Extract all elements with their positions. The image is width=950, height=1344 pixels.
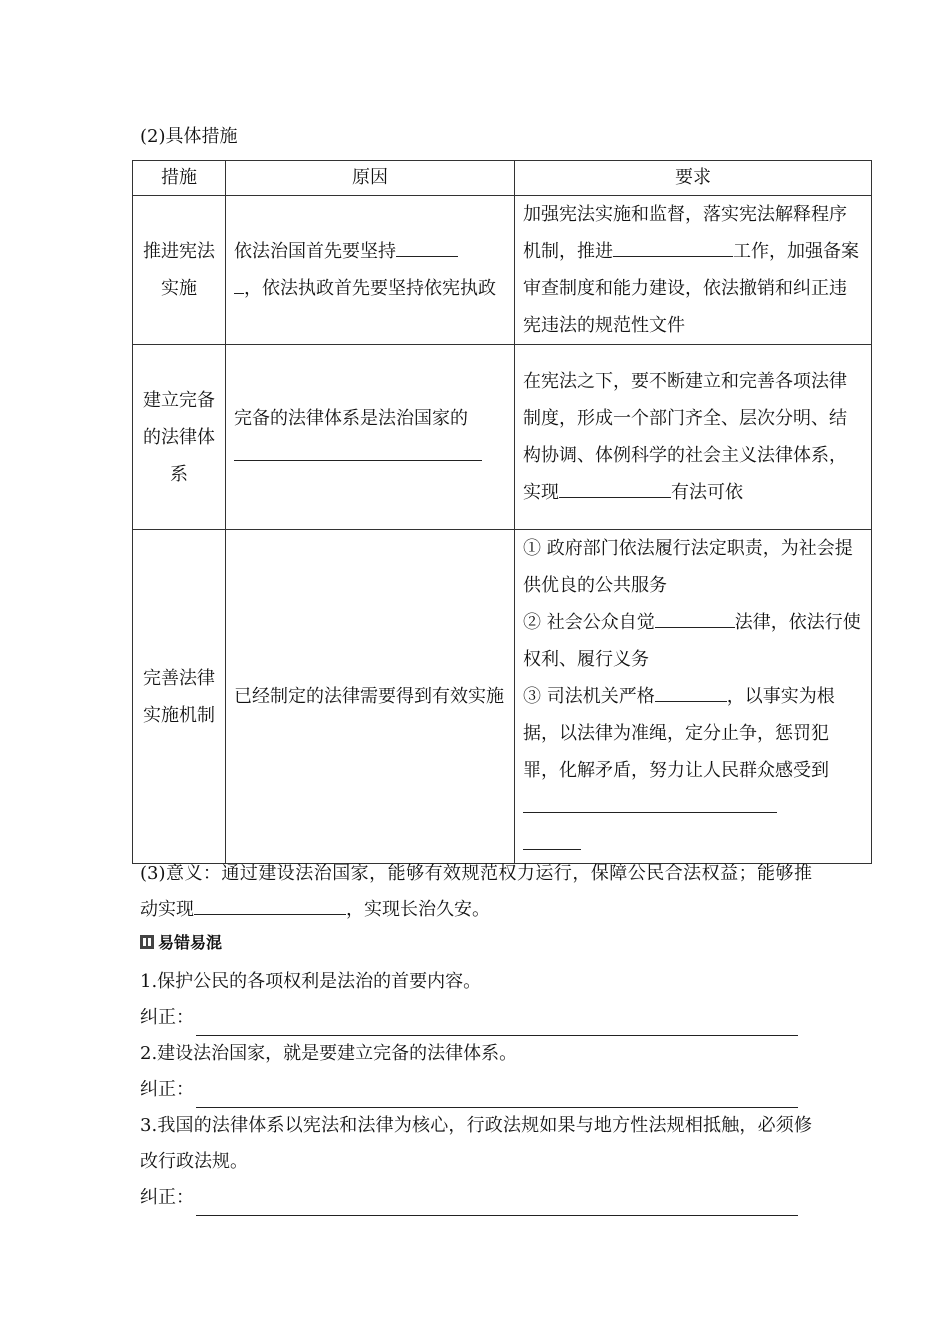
- table-header-row: [133, 161, 872, 196]
- fill-blank[interactable]: [194, 892, 346, 915]
- requirement-text: ② 社会公众自觉: [523, 612, 655, 633]
- requirement-item: [523, 678, 863, 863]
- fill-blank[interactable]: [396, 234, 458, 257]
- requirement-text: 工作，加强备案审查制度和能力建设，依法撤销和纠正违宪违法的规范性文件: [523, 241, 859, 336]
- fill-blank[interactable]: [655, 679, 727, 702]
- correction-input-line[interactable]: [196, 1085, 798, 1108]
- measure-cell: 建立完备的法律体系: [133, 345, 226, 530]
- fill-blank[interactable]: [655, 605, 735, 628]
- correction-label: 纠正：: [140, 1007, 194, 1028]
- correction-row: [140, 1180, 812, 1216]
- measure-cell: 完善法律实施机制: [133, 530, 226, 864]
- requirement-item: [523, 604, 863, 678]
- requirement-text: ，以事实为根据，以法律为准绳，定分止争，惩罚犯罪，化解矛盾，努力让人民群众感受到: [523, 686, 835, 781]
- requirement-text: 加强宪法实施和监督，落实宪法解释程序机制，推进: [523, 204, 847, 262]
- measures-table: [132, 160, 872, 864]
- list-item: [140, 1108, 812, 1216]
- header-measure: 措施: [133, 161, 226, 196]
- reason-cell: [226, 196, 515, 345]
- item-statement: 3.我国的法律体系以宪法和法律为核心，行政法规如果与地方性法规相抵触，必须修改行政法规。: [140, 1115, 812, 1172]
- table-row: [133, 196, 872, 345]
- fill-blank[interactable]: [559, 475, 671, 498]
- measure-cell: 推进宪法实施: [133, 196, 226, 345]
- correction-row: [140, 1072, 812, 1108]
- table-row: [133, 530, 872, 864]
- section-title: (2)具体措施: [140, 126, 238, 147]
- fill-blank[interactable]: [234, 438, 482, 461]
- header-requirement: 要求: [515, 161, 872, 196]
- requirement-text: 有法可依: [671, 482, 743, 503]
- meaning-paragraph: [140, 856, 812, 928]
- meaning-text: ，实现长治久安。: [346, 899, 490, 920]
- requirement-text: 在宪法之下，要不断建立和完善各项法律制度，形成一个部门齐全、层次分明、结构协调、体例科学的社会主义法律体系，实现: [523, 371, 847, 503]
- correction-input-line[interactable]: [196, 1013, 798, 1036]
- correction-label: 纠正：: [140, 1187, 194, 1208]
- reason-text: ，依法执政首先要坚持依宪执政: [244, 278, 496, 299]
- requirement-cell: [515, 345, 872, 530]
- badge-label: 易错易混: [158, 933, 223, 952]
- meaning-text: (3)意义：通过建设法治国家，能够有效规范权力运行，保障公民合法权益；能够推动实现: [140, 863, 812, 920]
- list-item: [140, 1036, 812, 1108]
- fill-blank[interactable]: [523, 790, 777, 813]
- requirement-item: ① 政府部门依法履行法定职责，为社会提供优良的公共服务: [523, 538, 853, 596]
- error-items-list: [140, 964, 812, 1216]
- requirement-text: ③ 司法机关严格: [523, 686, 655, 707]
- section-marker-icon: [140, 935, 154, 949]
- table-row: [133, 345, 872, 530]
- reason-text: 依法治国首先要坚持: [234, 241, 396, 262]
- list-item: [140, 964, 812, 1036]
- item-statement: 1.保护公民的各项权利是法治的首要内容。: [140, 971, 482, 992]
- requirement-text: 法律，依法行使权利、履行义务: [523, 612, 861, 670]
- reason-cell: [226, 345, 515, 530]
- reason-text: 完备的法律体系是法治国家的: [234, 408, 468, 429]
- item-statement: 2.建设法治国家，就是要建立完备的法律体系。: [140, 1043, 518, 1064]
- fill-blank[interactable]: [523, 827, 581, 850]
- fill-blank[interactable]: [613, 234, 733, 257]
- fill-blank[interactable]: [234, 271, 244, 294]
- section-badge: [140, 930, 222, 953]
- correction-row: [140, 1000, 812, 1036]
- requirement-cell: [515, 530, 872, 864]
- correction-label: 纠正：: [140, 1079, 194, 1100]
- correction-input-line[interactable]: [196, 1193, 798, 1216]
- reason-cell: 已经制定的法律需要得到有效实施: [226, 530, 515, 864]
- header-reason: 原因: [226, 161, 515, 196]
- requirement-cell: [515, 196, 872, 345]
